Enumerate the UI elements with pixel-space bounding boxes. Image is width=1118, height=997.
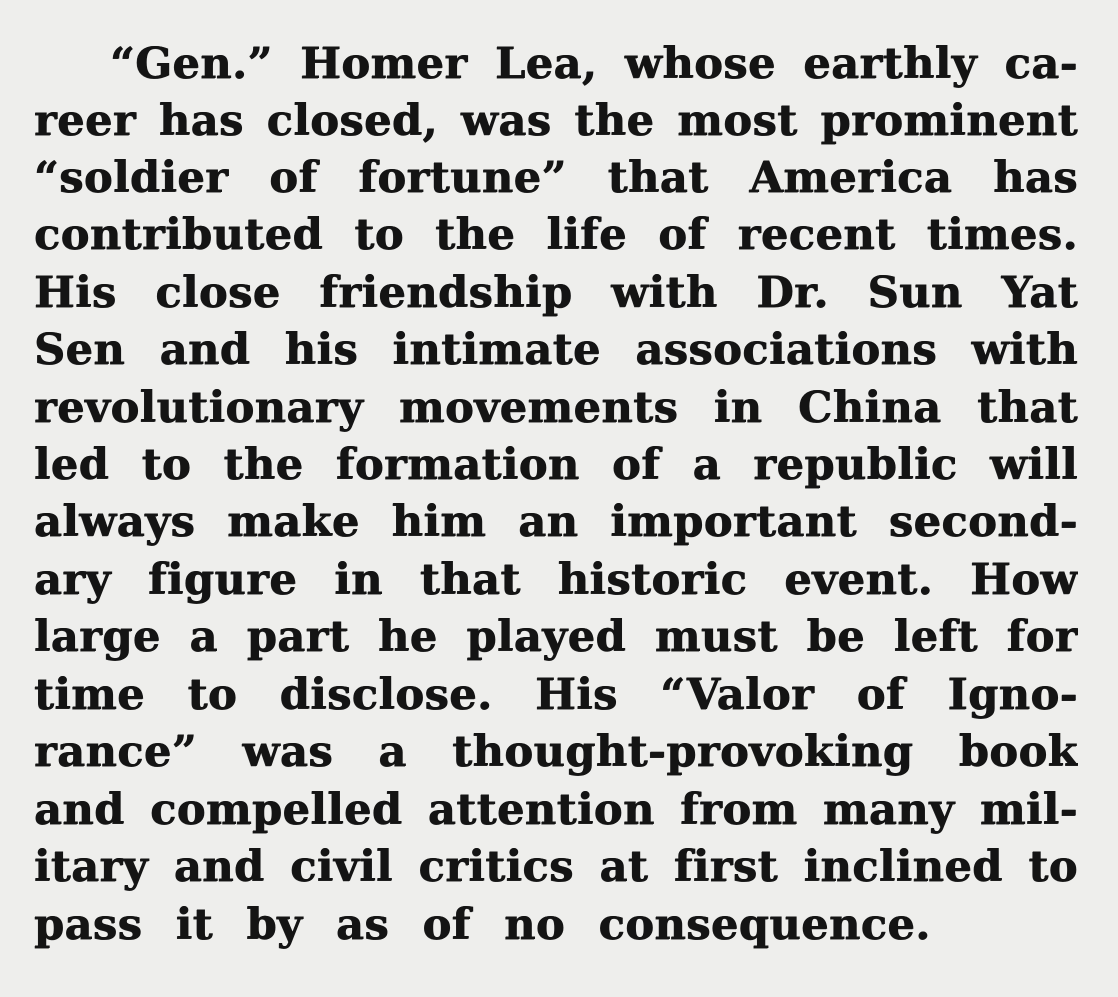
- text-line: His close friendship with Dr. Sun Yat: [34, 268, 1078, 318]
- text-line: rance” was a thought-provoking book: [34, 727, 1078, 777]
- text-line: “soldier of fortune” that America has: [34, 153, 1078, 203]
- text-line: Sen and his intimate associations with: [34, 325, 1078, 375]
- text-line: “Gen.” Homer Lea, whose earthly ca-: [110, 39, 1078, 89]
- text-line: and compelled attention from many mil-: [34, 785, 1078, 835]
- text-line: pass it by as of no consequence.: [34, 900, 931, 950]
- text-line: always make him an important second-: [34, 497, 1078, 547]
- text-line: revolutionary movements in China that: [34, 383, 1078, 433]
- text-line: itary and civil critics at first inclined to: [34, 842, 1078, 892]
- text-line: ary figure in that historic event. How: [34, 555, 1078, 605]
- text-line: reer has closed, was the most prominent: [34, 96, 1078, 146]
- text-line: contributed to the life of recent times.: [34, 210, 1078, 260]
- text-line: time to disclose. His “Valor of Igno-: [34, 670, 1078, 720]
- text-line: led to the formation of a republic will: [34, 440, 1078, 490]
- text-line: large a part he played must be left for: [34, 612, 1078, 662]
